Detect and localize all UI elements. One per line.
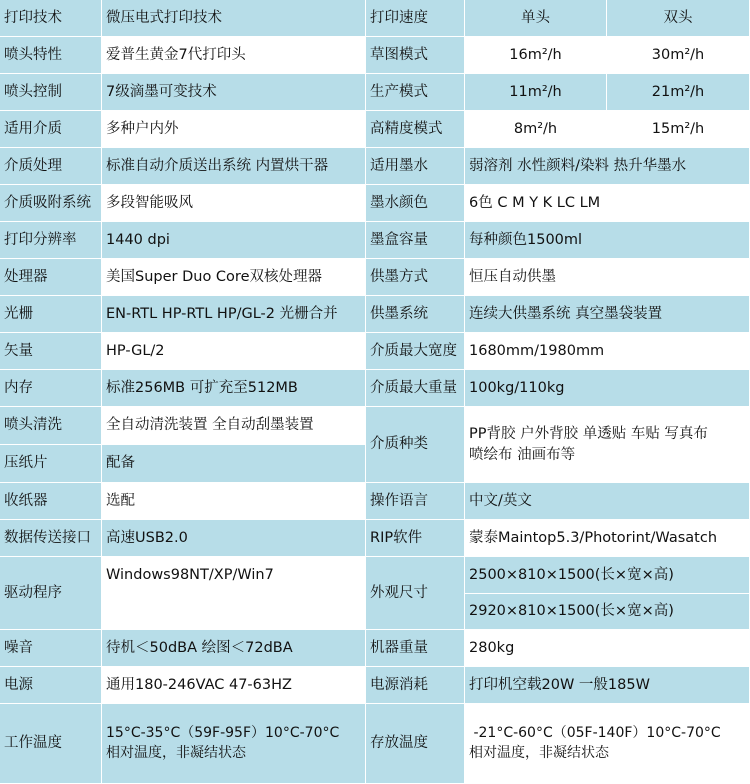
label-print-tech: 打印技术: [0, 0, 102, 37]
label-media: 适用介质: [0, 111, 102, 148]
speed-draft-double: 30m²/h: [607, 37, 750, 74]
speed-draft-single: 16m²/h: [465, 37, 607, 74]
value-head-cleaning: 全自动清洗装置 全自动刮墨装置: [102, 407, 366, 445]
label-ink-type: 适用墨水: [366, 148, 465, 185]
label-media-types: 介质种类: [366, 407, 465, 483]
media-types-line2: 喷绘布 油画布等: [469, 446, 576, 463]
label-driver: 驱动程序: [0, 557, 102, 630]
label-interface: 数据传送接口: [0, 520, 102, 557]
label-ink-system: 供墨系统: [366, 296, 465, 333]
value-interface: 高速USB2.0: [102, 520, 366, 557]
value-media-types: [465, 407, 750, 483]
value-print-tech: 微压电式打印技术: [102, 0, 366, 37]
value-head-control: 7级滴墨可变技术: [102, 74, 366, 111]
media-types-line1: PP背胶 户外背胶 单透贴 车贴 写真布: [469, 426, 708, 443]
value-max-weight: 100kg/110kg: [465, 370, 750, 407]
value-resolution: 1440 dpi: [102, 222, 366, 259]
label-print-speed: 打印速度: [366, 0, 465, 37]
work-temp-line2: 相对温度，非凝结状态: [106, 744, 246, 761]
value-max-width: 1680mm/1980mm: [465, 333, 750, 370]
value-dimensions-1: 2500×810×1500(长×宽×高): [465, 557, 750, 594]
speed-header-single: 单头: [465, 0, 607, 37]
label-noise: 噪音: [0, 630, 102, 667]
value-raster: EN-RTL HP-RTL HP/GL-2 光栅合并: [102, 296, 366, 333]
label-power: 电源: [0, 667, 102, 704]
label-vacuum: 介质吸附系统: [0, 185, 102, 222]
value-dimensions-2: 2920×810×1500(长×宽×高): [465, 594, 750, 630]
value-take-up: 选配: [102, 483, 366, 520]
label-ink-supply: 供墨方式: [366, 259, 465, 296]
label-language: 操作语言: [366, 483, 465, 520]
value-work-temp: [102, 704, 366, 784]
value-cartridge: 每种颜色1500ml: [465, 222, 750, 259]
label-processor: 处理器: [0, 259, 102, 296]
storage-temp-line2: 相对温度，非凝结状态: [469, 744, 609, 761]
label-machine-weight: 机器重量: [366, 630, 465, 667]
label-raster: 光栅: [0, 296, 102, 333]
speed-hq-single: 8m²/h: [465, 111, 607, 148]
label-media-handling: 介质处理: [0, 148, 102, 185]
value-media-handling: 标准自动介质送出系统 内置烘干器: [102, 148, 366, 185]
value-vector: HP-GL/2: [102, 333, 366, 370]
label-rip: RIP软件: [366, 520, 465, 557]
label-work-temp: 工作温度: [0, 704, 102, 784]
work-temp-line1: 15°C-35°C（59F-95F）10°C-70°C: [106, 724, 340, 741]
value-language: 中文/英文: [465, 483, 750, 520]
value-ink-supply: 恒压自动供墨: [465, 259, 750, 296]
value-driver: Windows98NT/XP/Win7: [102, 557, 366, 630]
value-power-consumption: 打印机空载20W 一般185W: [465, 667, 750, 704]
label-take-up: 收纸器: [0, 483, 102, 520]
label-power-consumption: 电源消耗: [366, 667, 465, 704]
label-memory: 内存: [0, 370, 102, 407]
label-ink-color: 墨水颜色: [366, 185, 465, 222]
speed-production-single: 11m²/h: [465, 74, 607, 111]
label-storage-temp: 存放温度: [366, 704, 465, 784]
value-memory: 标准256MB 可扩充至512MB: [102, 370, 366, 407]
speed-hq-double: 15m²/h: [607, 111, 750, 148]
label-production-mode: 生产模式: [366, 74, 465, 111]
value-ink-system: 连续大供墨系统 真空墨袋装置: [465, 296, 750, 333]
label-max-weight: 介质最大重量: [366, 370, 465, 407]
label-hq-mode: 高精度模式: [366, 111, 465, 148]
value-ink-type: 弱溶剂 水性颜料/染料 热升华墨水: [465, 148, 750, 185]
value-media: 多种户内外: [102, 111, 366, 148]
value-power: 通用180-246VAC 47-63HZ: [102, 667, 366, 704]
speed-production-double: 21m²/h: [607, 74, 750, 111]
label-head-cleaning: 喷头清洗: [0, 407, 102, 445]
label-resolution: 打印分辨率: [0, 222, 102, 259]
value-processor: 美国Super Duo Core双核处理器: [102, 259, 366, 296]
label-vector: 矢量: [0, 333, 102, 370]
label-head-feature: 喷头特性: [0, 37, 102, 74]
speed-header-double: 双头: [607, 0, 750, 37]
value-noise: 待机＜50dBA 绘图＜72dBA: [102, 630, 366, 667]
value-vacuum: 多段智能吸风: [102, 185, 366, 222]
value-pinch-plate: 配备: [102, 445, 366, 483]
label-cartridge: 墨盒容量: [366, 222, 465, 259]
value-rip: 蒙泰Maintop5.3/Photorint/Wasatch: [465, 520, 750, 557]
label-pinch-plate: 压纸片: [0, 445, 102, 483]
label-dimensions: 外观尺寸: [366, 557, 465, 630]
value-head-feature: 爱普生黄金7代打印头: [102, 37, 366, 74]
value-storage-temp: [465, 704, 750, 784]
label-draft-mode: 草图模式: [366, 37, 465, 74]
value-machine-weight: 280kg: [465, 630, 750, 667]
value-ink-color: 6色 C M Y K LC LM: [465, 185, 750, 222]
label-max-width: 介质最大宽度: [366, 333, 465, 370]
label-head-control: 喷头控制: [0, 74, 102, 111]
storage-temp-line1: -21°C-60°C（05F-140F）10°C-70°C: [469, 724, 721, 741]
